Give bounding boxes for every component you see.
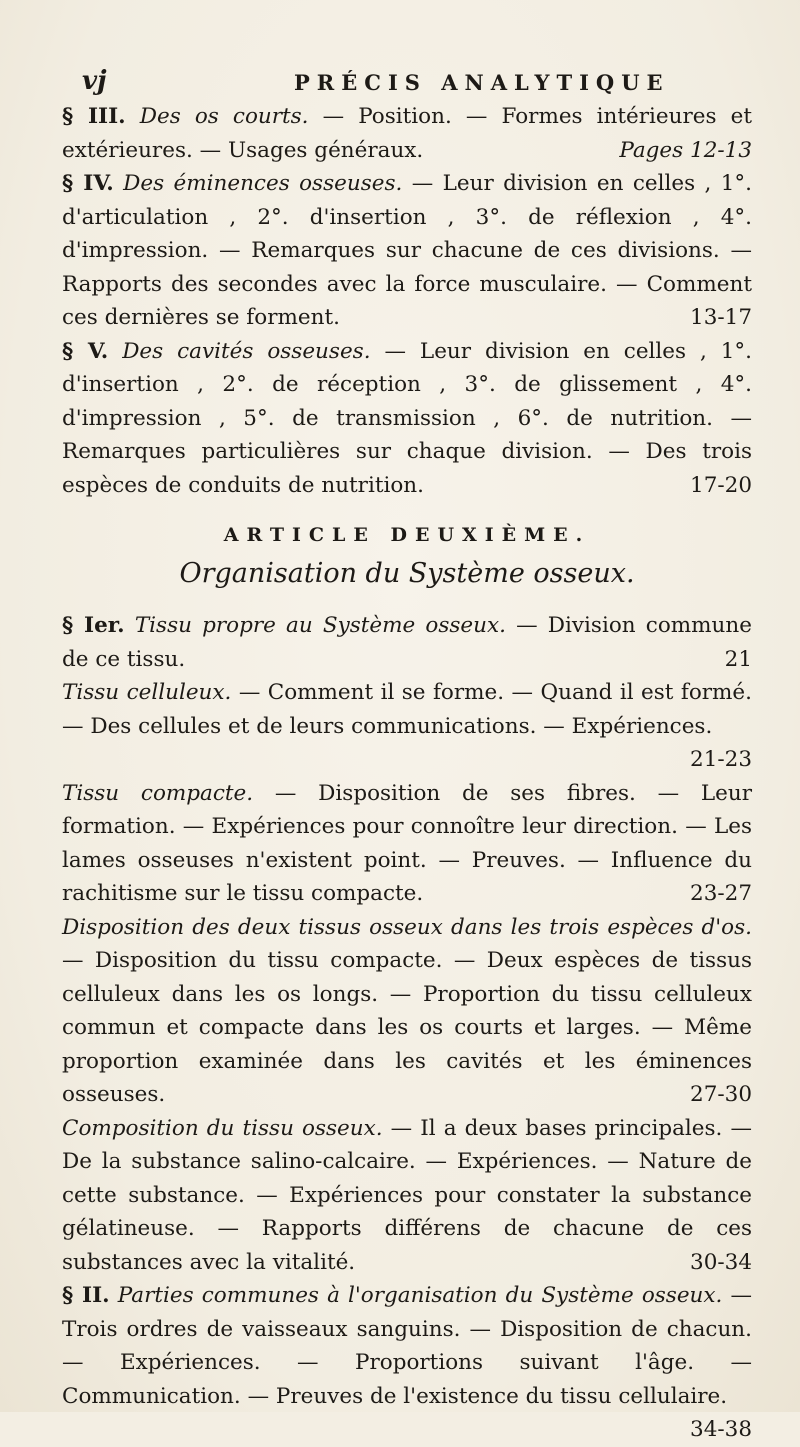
entry-text: — Disposition du tissu compacte. — Deux espèces de tissus celluleux dans les os longs. — Proportion du tissu celluleux commun et compacte dans les os courts et larges. — Même proportion examinée dans les cavités et les éminences osseuses. [62,948,752,1107]
sections-list [62,100,752,502]
section-title: Des éminences osseuses. [123,171,403,196]
entry-tissu-compacte [62,777,752,911]
page-ref: Pages 12-13 [619,137,752,163]
entry-disposition [62,911,752,1112]
page-header [62,60,752,100]
section-text: — Leur division en celles , 1°. d'articulation , 2°. d'insertion , 3°. de réflexion , 4°. d'impression. — Remarques sur chacune de ces divisions. — Rapports des secondes avec la force musculaire. — Comment ces dernières se forment. [62,171,752,330]
section-text: — Leur division en celles , 1°. d'insertion , 2°. de réception , 3°. de glissement , 4°. d'impression , 5°. de transmission , 6°. de nutrition. — Remarques particulières sur chaque division. — Des trois espèces de conduits de nutrition. [62,338,753,498]
article-title: Organisation du Système osseux. [179,558,635,589]
entry-title: Tissu compacte. [62,780,254,806]
section-title: Des cavités osseuses. [122,338,371,364]
entry-composition [62,1112,752,1280]
section-mark: § III. [62,104,126,129]
entry-title: Parties communes à l'organisation du Système osseux. [117,1283,723,1308]
page-ref: 21 [724,646,752,672]
entry-tissu-celluleux [62,676,752,777]
entry-title: Tissu celluleux. [62,680,232,705]
page-ref: 27-30 [690,1082,752,1107]
section-title: Des os courts. [139,104,309,129]
entry-title: Tissu propre au Système osseux. [134,613,506,638]
entry-mark: § Ier. [62,613,125,638]
page-ref: 21-23 [690,747,752,772]
section-text: — Position. — Formes intérieures et extérieures. — Usages généraux. [62,104,752,163]
section-mark: § V. [62,338,109,364]
entry-mark: § II. [62,1283,110,1308]
page-ref: 17-20 [690,472,752,498]
entry-text: — Il a deux bases principales. — De la substance salino-calcaire. — Expériences. — Nature de cette substance. — Expériences pour constater la substance gélatineuse. — Rapports différens de chacune de ces substances avec la vitalité. [62,1115,752,1275]
folio: vj [82,66,107,96]
section-iv [62,167,752,335]
entries-list [62,609,752,1447]
section-mark: § IV. [62,171,114,196]
entry-text: — Comment il se forme. — Quand il est formé. — Des cellules et de leurs communications. — Expériences. [62,680,752,739]
entry-tissu-propre [62,609,752,676]
entry-text: — Trois ordres de vaisseaux sanguins. — Disposition de chacun. — Expériences. — Proportions suivant l'âge. — Communication. — Preuves de l'existence du tissu cellulaire. [62,1283,752,1409]
entry-title: Composition du tissu osseux. [62,1115,383,1141]
running-title: PRÉCIS ANALYTIQUE [294,70,670,95]
page-ref: 23-27 [690,881,752,906]
section-iii [62,100,752,167]
entry-text: — Disposition de ses fibres. — Leur formation. — Expériences pour connoître leur direction. — Les lames osseuses n'existent point. — Preuves. — Influence du rachitisme sur le tissu compacte. [62,780,752,906]
article-heading: ARTICLE DEUXIÈME. [223,524,591,546]
page-ref: 34-38 [690,1417,752,1442]
section-v [62,335,752,503]
page-ref: 13-17 [690,305,752,330]
entry-title: Disposition des deux tissus osseux dans les trois espèces d'os. [62,914,752,940]
entry-parties-communes [62,1279,752,1447]
page-ref: 30-34 [690,1249,752,1275]
entry-text: — Division commune de ce tissu. [62,613,752,672]
